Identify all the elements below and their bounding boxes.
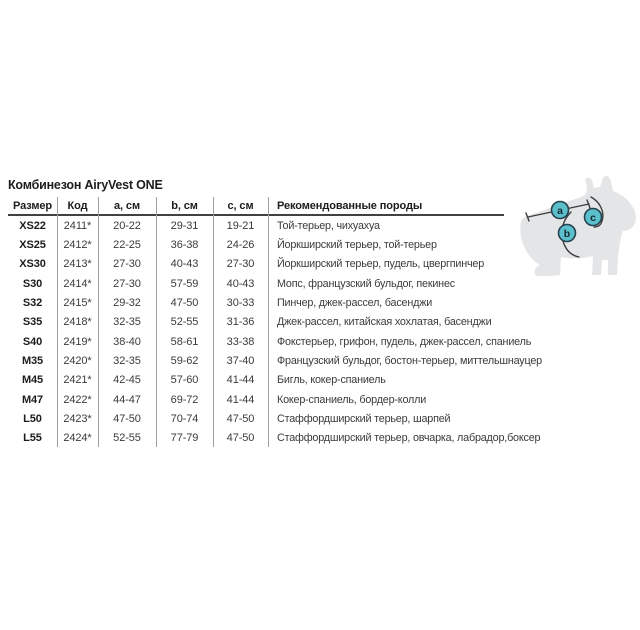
breeds-cell: Мопс, французский бульдог, пекинес: [277, 277, 455, 290]
breeds-cell: Французский бульдог, бостон-терьер, миттельшнауцер: [277, 354, 542, 367]
size-cell: S40: [22, 335, 43, 348]
dog-measurement-diagram: [497, 166, 640, 306]
table-row: [8, 216, 504, 235]
b-cell: 36-38: [170, 238, 199, 251]
breeds-cell: Йоркширский терьер, той-терьер: [277, 238, 437, 251]
c-cell: 24-26: [226, 238, 255, 251]
column-separator: [213, 197, 214, 447]
size-cell: XS25: [19, 238, 46, 251]
code-cell: 2420*: [63, 354, 92, 367]
code-cell: 2412*: [63, 238, 92, 251]
b-cell: 57-60: [170, 374, 199, 387]
table-row: [8, 409, 504, 428]
a-cell: 42-45: [113, 374, 141, 387]
size-cell: S30: [22, 277, 43, 290]
code-cell: 2419*: [63, 335, 92, 348]
c-cell: 40-43: [226, 277, 255, 290]
b-cell: 77-79: [170, 432, 199, 445]
marker-c-label: c: [590, 211, 596, 224]
table-row: [8, 255, 504, 274]
size-cell: S35: [22, 316, 43, 329]
breeds-cell: Кокер-спаниель, бордер-колли: [277, 393, 427, 406]
size-cell: L55: [23, 432, 42, 445]
breeds-cell: Бигль, кокер-спаниель: [277, 374, 386, 387]
size-cell: M47: [21, 393, 44, 406]
table-row: [8, 332, 532, 351]
c-cell: 19-21: [226, 219, 255, 232]
table-row: [8, 235, 504, 254]
size-cell: XS22: [19, 219, 46, 232]
breeds-cell: Стаффордширский терьер, овчарка, лабрадор,боксер: [277, 432, 541, 445]
c-cell: 41-44: [226, 393, 255, 406]
a-cell: 29-32: [113, 296, 141, 309]
a-cell: 20-22: [113, 219, 141, 232]
code-cell: 2423*: [63, 412, 92, 425]
code-cell: 2414*: [63, 277, 92, 290]
code-cell: 2415*: [63, 296, 92, 309]
code-cell: 2422*: [63, 393, 92, 406]
measurement-marker-a: [552, 202, 569, 219]
b-cell: 29-31: [170, 219, 199, 232]
table-row: [8, 313, 504, 332]
column-separator: [156, 197, 157, 447]
column-separator: [268, 197, 269, 447]
column-header-size: Размер: [12, 199, 52, 212]
code-cell: 2413*: [63, 258, 92, 271]
table-row: [8, 293, 504, 312]
dog-silhouette-icon: [520, 176, 636, 276]
code-cell: 2424*: [63, 432, 92, 445]
size-cell: L50: [23, 412, 42, 425]
size-cell: XS30: [19, 258, 46, 271]
b-cell: 57-59: [170, 277, 199, 290]
breeds-cell: Той-терьер, чихуахуа: [277, 219, 380, 232]
c-cell: 47-50: [226, 432, 255, 445]
table-row: [8, 390, 504, 409]
table-header-row: [8, 197, 504, 216]
b-cell: 40-43: [170, 258, 199, 271]
marker-b-label: b: [563, 227, 571, 240]
page-title: Комбинезон AiryVest ONE: [8, 178, 163, 192]
b-cell: 58-61: [170, 335, 199, 348]
size-cell: M35: [21, 354, 44, 367]
column-separator: [57, 197, 58, 447]
b-cell: 59-62: [170, 354, 199, 367]
column-separator: [98, 197, 99, 447]
column-header-breeds: Рекомендованные породы: [277, 199, 423, 212]
column-header-code: Код: [67, 199, 88, 212]
b-cell: 47-50: [170, 296, 199, 309]
size-cell: S32: [22, 296, 43, 309]
measurement-marker-c: [585, 209, 602, 226]
c-cell: 31-36: [226, 316, 255, 329]
size-table: [8, 197, 542, 448]
c-cell: 47-50: [226, 412, 255, 425]
c-cell: 33-38: [226, 335, 255, 348]
table-row: [8, 274, 504, 293]
a-cell: 38-40: [113, 335, 141, 348]
b-cell: 70-74: [170, 412, 199, 425]
a-cell: 52-55: [113, 432, 141, 445]
size-cell: M45: [21, 374, 44, 387]
table-body: [8, 216, 542, 448]
table-row: [8, 351, 542, 370]
a-cell: 27-30: [113, 277, 141, 290]
code-cell: 2411*: [63, 219, 92, 232]
column-header-b: b, см: [171, 199, 198, 212]
a-cell: 44-47: [113, 393, 141, 406]
a-cell: 32-35: [113, 316, 141, 329]
code-cell: 2421*: [63, 374, 92, 387]
c-cell: 30-33: [226, 296, 255, 309]
column-header-a: a, см: [114, 199, 140, 212]
breeds-cell: Пинчер, джек-рассел, басенджи: [277, 296, 433, 309]
c-cell: 37-40: [226, 354, 255, 367]
code-cell: 2418*: [63, 316, 92, 329]
table-row: [8, 429, 541, 448]
table-row: [8, 371, 504, 390]
measurement-marker-b: [559, 225, 576, 242]
b-cell: 69-72: [170, 393, 199, 406]
breeds-cell: Йоркширский терьер, пудель, цвергпинчер: [277, 258, 485, 271]
c-cell: 41-44: [226, 374, 255, 387]
c-cell: 27-30: [226, 258, 255, 271]
a-cell: 47-50: [113, 412, 141, 425]
a-cell: 27-30: [113, 258, 141, 271]
b-cell: 52-55: [170, 316, 199, 329]
a-cell: 22-25: [113, 238, 141, 251]
a-cell: 32-35: [113, 354, 141, 367]
breeds-cell: Фокстерьер, грифон, пудель, джек-рассел, спаниель: [277, 335, 532, 348]
column-header-c: c, см: [227, 199, 254, 212]
breeds-cell: Стаффордширский терьер, шарпей: [277, 412, 451, 425]
marker-a-label: a: [557, 204, 563, 217]
breeds-cell: Джек-рассел, китайская хохлатая, басенджи: [277, 316, 492, 329]
